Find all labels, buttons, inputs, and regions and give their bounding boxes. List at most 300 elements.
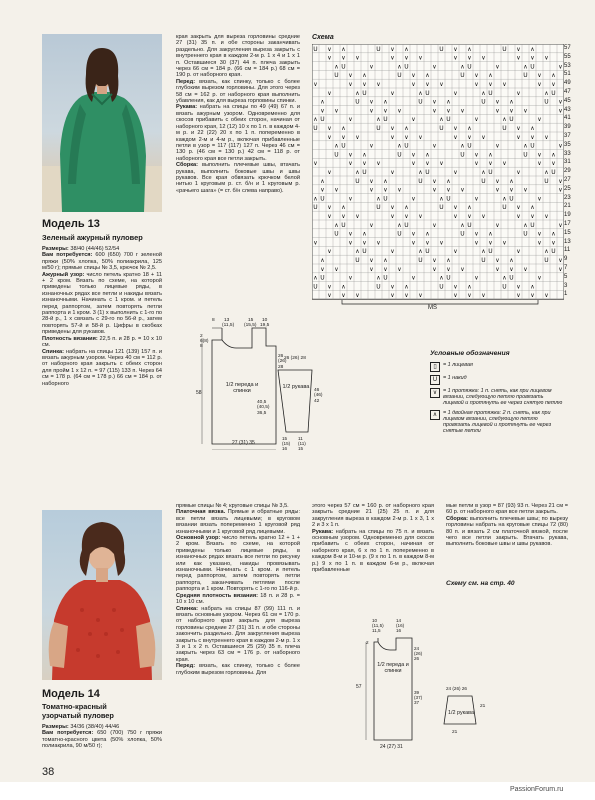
chart-symbol: ∨: [488, 160, 493, 168]
legend-symbol-icon: ∨: [430, 388, 440, 398]
chart-symbol: ∨: [453, 213, 458, 220]
chart-symbol: U: [502, 283, 507, 291]
chart-symbol: ∧: [523, 63, 528, 71]
model-14-pattern-body: [350, 628, 440, 748]
chart-symbol: ∧: [530, 283, 535, 291]
chart-symbol: ∧: [313, 195, 318, 203]
chart-symbol: ∨: [348, 151, 353, 159]
text-paragraph: [176, 663, 300, 676]
chart-symbol: ∨: [537, 116, 542, 124]
chart-symbol: ∨: [341, 54, 346, 62]
chart-symbol: ∨: [432, 177, 437, 185]
paragraph-text: набрать на спицы по 75 п. и вязать основным узором. Одновременно для скосов прибавить с обеих сторон, начиная от наборного края, 6 х по 1 п. попеременно в каждом 8-м и 10-м р. (9 х по 1 п. в каждом 8-м р.) 9 х по 1 п. в каждом 6-м р., включая прибавленные: [312, 528, 434, 574]
paragraph-text: вязать, как спинку, только с более глубоким вырезом горловины. Для: [176, 663, 300, 676]
chart-symbol: ∨: [467, 54, 472, 62]
chart-symbol: ∧: [502, 116, 507, 124]
legend-item: [430, 388, 564, 407]
chart-symbol: ∨: [453, 133, 458, 141]
chart-symbol: ∨: [495, 63, 500, 71]
chart-symbol: ∨: [369, 142, 374, 150]
chart-symbol: U: [320, 195, 325, 203]
chart-symbol: U: [313, 204, 318, 212]
chart-symbol: ∨: [537, 160, 542, 168]
chart-symbol: ∨: [411, 116, 416, 124]
chart-symbol: ∨: [495, 186, 500, 194]
chart-symbol: ∧: [383, 177, 388, 185]
chart-symbol: ∧: [397, 63, 402, 71]
chart-symbol: U: [425, 169, 430, 176]
paragraph-heading: Сборка:: [446, 515, 469, 522]
row-number: 37: [564, 133, 571, 139]
chart-symbol: ∨: [474, 151, 479, 159]
chart-symbol: ∨: [369, 257, 374, 264]
page-number: 38: [42, 766, 55, 778]
chart-symbol: U: [313, 125, 318, 132]
chart-symbol: U: [355, 98, 360, 106]
row-number: 13: [564, 238, 571, 245]
chart-symbol: U: [383, 195, 388, 203]
chart-symbol: U: [383, 116, 388, 124]
row-number: 41: [564, 115, 571, 122]
chart-symbol: U: [341, 142, 346, 150]
chart-symbol: ∨: [390, 213, 395, 220]
chart-symbol: ∨: [390, 283, 395, 291]
paragraph-text: этого через 57 см = 160 р. от наборного края закрыть средние 21 (25) 25 п. и для закругления выреза в каждом 2-м р. 1 х 3, 1 х 2 и 3 х 1 п.: [312, 503, 434, 529]
dim-label: 8: [212, 318, 215, 323]
row-number: 27: [564, 177, 571, 183]
chart-symbol: ∨: [558, 186, 563, 194]
chart-symbol: ∨: [362, 160, 367, 168]
chart-symbol: ∨: [369, 186, 374, 194]
chart-symbol: ∨: [495, 221, 500, 229]
chart-symbol: ∧: [376, 274, 381, 282]
pat14-top2: [396, 618, 404, 633]
chart-symbol: ∨: [348, 239, 353, 247]
legend-item: [430, 410, 564, 435]
chart-symbol: U: [481, 257, 486, 264]
paragraph-text: число петель кратно 12 + 1 + 2 кром. Вязать по схеме, на которой приведены только лицевые ряды, в изнаночных рядах вязать все петли по рисунку или как указано, накиды провязывать изнаночными. Начинать с 1 кром. и петель перед раппортом, затем повторять петли раппорта, заканчивать петлями после раппорта и 1 кром. Повторять с 1-го по 116-й р.: [176, 535, 300, 593]
dim-label: 11: [298, 436, 303, 441]
paragraph-heading: Средняя плотность вязания:: [176, 592, 258, 599]
dim-label: 26: [414, 656, 420, 661]
chart-symbol: ∨: [516, 54, 521, 62]
dim-label: (37): [414, 695, 423, 700]
chart-symbol: U: [439, 125, 444, 132]
text-paragraph: [176, 606, 300, 664]
chart-symbol: ∨: [390, 54, 395, 62]
chart-symbol: ∨: [327, 54, 332, 62]
chart-symbol: ∨: [446, 186, 451, 194]
photo-model-14: [42, 510, 162, 680]
dim-label: 2: [366, 640, 369, 645]
chart-symbol: ∨: [327, 125, 332, 132]
row-number: 5: [564, 273, 568, 280]
chart-symbol: ∨: [369, 221, 374, 229]
chart-symbol: ∨: [523, 265, 528, 273]
dim-label: 57: [356, 684, 362, 690]
legend-symbol-icon: ▯: [430, 362, 440, 372]
ms-label: MS: [428, 305, 437, 311]
chart-symbol: ∨: [327, 133, 332, 141]
chart-symbol: ∨: [327, 169, 332, 176]
chart-symbol: ∨: [327, 213, 332, 220]
chart-symbol: ∧: [362, 72, 367, 80]
chart-symbol: U: [397, 72, 402, 80]
pat14-right-mid: [414, 690, 422, 705]
chart-symbol: U: [355, 257, 360, 264]
paragraph-text: края закрыть для выреза горловины средние 27 (31) 35 п. и обе стороны заканчивать раздельно. Для закругления выреза закрыть с внутреннего края в каждом 2-м р. 1 х 4 и 1 х 1 п. Оставшиеся 30 (37) 44 п. плеча закрыть через 66 см = 184 р. (66 см = 184 р.) 68 см = 190 р. от наборного края.: [176, 34, 300, 79]
dim-label: 26: [278, 354, 284, 359]
chart-symbol: ∨: [341, 133, 346, 141]
chart-symbol: U: [446, 274, 451, 282]
chart-symbol: ∨: [404, 292, 409, 300]
chart-symbol: U: [467, 142, 472, 150]
paragraph-text: Прямые и обратные ряды: все петли вязать лицевыми; в круговом вязании вязать попеременно 1 круговой ряд изнаночными и 1 круговой ряд лицевыми.: [176, 509, 300, 535]
dim-label: (15): [282, 441, 291, 446]
sleeve-label: 1/2 рукава: [448, 710, 474, 716]
row-number: 33: [564, 150, 571, 157]
chart-symbol: ∨: [516, 213, 521, 220]
row-numbers: [564, 44, 584, 300]
chart-symbol: ∨: [481, 213, 486, 220]
legend-item: [430, 362, 564, 372]
row-number: 53: [564, 62, 571, 69]
chart-symbol: ∨: [411, 160, 416, 168]
chart-symbol: U: [446, 195, 451, 203]
row-number: 7: [564, 265, 568, 271]
chart-symbol: ∨: [418, 213, 423, 220]
paragraph-text: число петель кратно 18 + 11 + 2 кром. Вязать по схеме, на которой приведены только лицевые ряды, в изнаночных рядах все петли и накиды вязать изнаночными. Начинать с 1 кром. и петель перед раппортом, затем повторять петли раппорта и 1 кром. 3 (1) х выполнить с 1-го по 28-й р., 1 х связать с 29-го по 56-й р., затем повторять 57-й и 58-й р. Цифры в скобках приведены для рукавов.: [42, 271, 162, 336]
chart-symbol: ∧: [523, 221, 528, 229]
row-number: 39: [564, 124, 571, 131]
chart-symbol: ∨: [327, 89, 332, 97]
chart-symbol: ∨: [376, 81, 381, 88]
text-paragraph: [176, 79, 300, 105]
chart-symbol: ∧: [551, 72, 556, 80]
chart-symbol: ∧: [467, 125, 472, 132]
chart-symbol: ∧: [334, 221, 339, 229]
chart-symbol: ∧: [446, 98, 451, 106]
chart-symbol: ∨: [530, 292, 535, 300]
chart-symbol: U: [397, 230, 402, 238]
chart-symbol: ∧: [355, 89, 360, 97]
chart-symbol: ∨: [383, 265, 388, 273]
chart-symbol: U: [530, 142, 535, 150]
chart-symbol: U: [488, 89, 493, 97]
chart-symbol: ∨: [544, 292, 549, 300]
chart-symbol: ∨: [411, 72, 416, 80]
model-14-subtitle-2: узорчатый пуловер: [42, 711, 114, 720]
chart-symbol: ∨: [460, 107, 465, 115]
chart-symbol: U: [551, 169, 556, 176]
chart-symbol: U: [460, 72, 465, 80]
text-paragraph: [42, 252, 162, 271]
ms-bracket: [340, 300, 540, 308]
chart-symbol: ∨: [474, 72, 479, 80]
chart-symbol: ∧: [404, 45, 409, 53]
text-paragraph: [446, 516, 568, 548]
model-14-col4: [446, 503, 568, 548]
chart-symbol: ∨: [509, 107, 514, 115]
chart-symbol: ∨: [488, 81, 493, 88]
pat14-top1: [372, 618, 384, 633]
paragraph-heading: Рукава:: [176, 104, 198, 111]
chart-symbol: U: [341, 63, 346, 71]
paragraph-text: прямые спицы № 4; круговые спицы № 3,5.: [176, 503, 289, 509]
paragraph-heading: Размеры:: [42, 724, 69, 730]
chart-symbol: U: [425, 89, 430, 97]
chart-symbol: ∨: [355, 213, 360, 220]
schema-title: Схема: [312, 34, 334, 41]
chart-symbol: ∨: [418, 292, 423, 300]
chart-symbol: U: [467, 63, 472, 71]
sleeve-bottom2-labels: [298, 436, 306, 451]
chart-symbol: U: [376, 204, 381, 212]
row-number: 23: [564, 194, 571, 201]
paragraph-text: выполнить плечевые швы; по вырезу горловины набрать на круговые спицы 72 (80) 80 п. и вязать 2 см платочной вязкой, после чего все петли закрыть. Втачать рукава, выполнить боковые швы и швы рукавов.: [446, 515, 568, 548]
front-back-label: 1/2 переда и спинки: [377, 662, 409, 674]
chart-symbol: ∨: [369, 98, 374, 106]
chart-symbol: ∨: [327, 45, 332, 53]
chart-symbol: ∨: [411, 195, 416, 203]
chart-symbol: U: [418, 257, 423, 264]
chart-symbol: ∨: [383, 186, 388, 194]
chart-symbol: ∨: [509, 265, 514, 273]
chart-symbol: U: [362, 89, 367, 97]
chart-symbol: ∨: [348, 116, 353, 124]
chart-symbol: ∧: [383, 98, 388, 106]
dim-label: (40,5): [257, 405, 270, 411]
chart-symbol: U: [446, 116, 451, 124]
chart-symbol: U: [502, 45, 507, 53]
chart-symbol: ∨: [390, 169, 395, 176]
chart-symbol: ∧: [320, 98, 325, 106]
chart-symbol: ∨: [516, 45, 521, 53]
chart-symbol: ∧: [467, 283, 472, 291]
chart-symbol: ∨: [551, 81, 556, 88]
chart-symbol: ∧: [376, 116, 381, 124]
chart-symbol: ∨: [432, 142, 437, 150]
chart-symbol: U: [362, 248, 367, 256]
text-paragraph: [42, 336, 162, 349]
paragraph-text: 650 (700) 750 г пряжи томатно-красного цвета (50% хлопка, 50% полиакрила, 90 м/50 г);: [42, 730, 162, 750]
chart-symbol: U: [313, 45, 318, 53]
chart-symbol: ∨: [411, 151, 416, 159]
chart-symbol: ∧: [460, 63, 465, 71]
chart-symbol: ∨: [348, 274, 353, 282]
chart-symbol: ∨: [537, 274, 542, 282]
chart-symbol: ∨: [537, 239, 542, 247]
chart-symbol: ∨: [425, 239, 430, 247]
chart-symbol: ∨: [453, 204, 458, 212]
chart-symbol: ∨: [446, 265, 451, 273]
chart-symbol: U: [376, 125, 381, 132]
chart-symbol: U: [404, 221, 409, 229]
text-paragraph: [42, 730, 162, 749]
chart-symbol: ∧: [341, 283, 346, 291]
row-number: 43: [564, 106, 571, 113]
text-paragraph: [176, 34, 300, 79]
chart-symbol: ∧: [334, 142, 339, 150]
dim-label: 10: [262, 318, 268, 323]
chart-symbol: ∨: [544, 213, 549, 220]
front-back-label: 1/2 переда и спинки: [225, 382, 259, 394]
paragraph-heading: Вам потребуется:: [42, 252, 93, 259]
chart-symbol: ∨: [369, 265, 374, 273]
paragraph-text: 34/36 (38/40) 44/46: [68, 724, 120, 730]
chart-symbol: ∨: [348, 160, 353, 168]
chart-symbol: U: [509, 274, 514, 282]
paragraph-text: 22,5 п. и 28 р. = 10 х 10 см.: [42, 335, 162, 349]
chart-symbol: ∧: [467, 45, 472, 53]
legend-text: = 1 двойная протяжка: 2 п. снять, как при лицевом вязании, следующую петлю провязать лицевой и протянуть ее через снятые петли: [443, 409, 552, 435]
dim-label: 24: [414, 646, 420, 651]
row-number: 21: [564, 203, 571, 210]
chart-symbol: ∧: [509, 98, 514, 106]
chart-symbol: ∨: [432, 98, 437, 106]
chart-symbol: ∨: [474, 160, 479, 168]
chart-symbol: U: [334, 230, 339, 238]
chart-symbol: U: [544, 98, 549, 106]
chart-symbol: ∨: [313, 160, 318, 168]
chart-symbol: U: [418, 98, 423, 106]
model-13-col2: [176, 34, 300, 194]
row-number: 1: [564, 291, 568, 298]
chart-symbol: ∨: [453, 283, 458, 291]
paragraph-heading: Перед:: [176, 78, 196, 85]
chart-symbol: ∧: [544, 248, 549, 256]
row-number: 15: [564, 229, 571, 236]
chart-symbol: ∨: [348, 230, 353, 238]
sleeve-bottom-labels: [282, 436, 290, 451]
chart-symbol: ∨: [558, 265, 563, 273]
chart-symbol: ∧: [530, 204, 535, 212]
chart-symbol: ∨: [334, 186, 339, 194]
chart-symbol: ∧: [425, 151, 430, 159]
row-number: 45: [564, 97, 571, 104]
chart-symbol: U: [383, 274, 388, 282]
row-number: 31: [564, 159, 571, 166]
chart-symbol: ∨: [397, 107, 402, 115]
chart-symbol: ∨: [558, 107, 563, 115]
chart-symbol: ∨: [481, 133, 486, 141]
chart-symbol: ∧: [446, 257, 451, 264]
sleeve-side-labels: [314, 388, 323, 404]
chart-symbol: ∨: [551, 160, 556, 168]
pat14-right-top: [414, 646, 422, 661]
chart-symbol: ∨: [418, 133, 423, 141]
chart-symbol: ∧: [551, 151, 556, 159]
chart-symbol: ∨: [495, 265, 500, 273]
chart-symbol: ∨: [397, 265, 402, 273]
chart-symbol: ∨: [523, 186, 528, 194]
chart-symbol: ∨: [390, 204, 395, 212]
dim-label: (11): [298, 441, 306, 446]
chart-symbol: ∨: [439, 160, 444, 168]
row-number: 35: [564, 141, 571, 148]
chart-symbol: U: [481, 177, 486, 185]
chart-symbol: ∨: [516, 204, 521, 212]
chart-symbol: ∧: [341, 45, 346, 53]
chart-symbol: ∨: [481, 292, 486, 300]
chart-symbol: ∧: [341, 204, 346, 212]
model-14-title: Модель 14: [42, 688, 100, 700]
chart-symbol: U: [439, 283, 444, 291]
model-14-col3: [312, 503, 434, 573]
chart-symbol: ∧: [460, 142, 465, 150]
dim-label: 11,5: [372, 628, 381, 633]
dim-label: 21: [452, 730, 458, 735]
chart-symbol: ∨: [320, 107, 325, 115]
dim-label: 6(8): [200, 339, 209, 345]
chart-symbol: ∨: [537, 230, 542, 238]
chart-symbol: ∨: [537, 151, 542, 159]
paragraph-text: 600 (650) 700 г зеленой пряжи (50% хлопка, 50% полиакрила, 125 м/50 г); прямые спицы № 3,5, крючок № 2,5.: [42, 252, 162, 272]
dim-label: 46: [314, 388, 320, 393]
paragraph-text: 18 п. и 28 р. = 10 х 10 см.: [176, 592, 300, 606]
chart-symbol: ∨: [502, 239, 507, 247]
chart-symbol: ∨: [516, 283, 521, 291]
chart-symbol: U: [425, 248, 430, 256]
text-paragraph: [176, 535, 300, 593]
paragraph-heading: Перед:: [176, 663, 196, 670]
chart-symbol: ∨: [558, 98, 563, 106]
chart-symbol: ∨: [432, 257, 437, 264]
sleeve-label: 1/2 рукава: [282, 384, 310, 390]
chart-symbol: ∨: [453, 54, 458, 62]
chart-symbol: ∨: [369, 177, 374, 185]
chart-symbol: U: [523, 151, 528, 159]
chart-symbol: ∨: [474, 81, 479, 88]
model-14-subtitle-1: Томатно-красный: [42, 702, 107, 711]
chart-symbol: ∨: [362, 81, 367, 88]
chart-symbol: ∨: [404, 133, 409, 141]
photo-model-13: [42, 34, 162, 212]
chart-symbol: ∨: [390, 248, 395, 256]
chart-symbol: ∨: [390, 133, 395, 141]
chart-symbol: U: [509, 116, 514, 124]
chart-symbol: ∨: [453, 125, 458, 132]
chart-symbol: ∨: [376, 239, 381, 247]
chart-symbol: ∧: [439, 274, 444, 282]
dim-label: (11,5): [372, 623, 384, 628]
chart-symbol: U: [362, 169, 367, 176]
chart-symbol: ∨: [411, 239, 416, 247]
site-watermark: PassionForum.ru: [510, 786, 564, 793]
chart-symbol: ∨: [432, 186, 437, 194]
chart-symbol: ∧: [460, 221, 465, 229]
chart-symbol: U: [530, 221, 535, 229]
chart-symbol: ∨: [558, 142, 563, 150]
chart-symbol: ∨: [530, 133, 535, 141]
chart-symbol: ∨: [411, 230, 416, 238]
chart-symbol: ∨: [502, 160, 507, 168]
chart-symbol: ∨: [411, 81, 416, 88]
pat13-left-labels: [200, 334, 209, 350]
chart-symbol: ∧: [355, 248, 360, 256]
chart-symbol: ∨: [474, 274, 479, 282]
chart-symbol: ∨: [418, 54, 423, 62]
row-number: 47: [564, 89, 571, 95]
chart-symbol: ∧: [397, 221, 402, 229]
dim-label: 37: [414, 700, 420, 705]
chart-symbol: ∨: [453, 89, 458, 97]
chart-symbol: ∨: [530, 213, 535, 220]
paragraph-heading: Сборка:: [176, 162, 199, 169]
chart-symbol: ∨: [516, 133, 521, 141]
chart-symbol: ∧: [488, 230, 493, 238]
chart-symbol: ∧: [418, 169, 423, 176]
